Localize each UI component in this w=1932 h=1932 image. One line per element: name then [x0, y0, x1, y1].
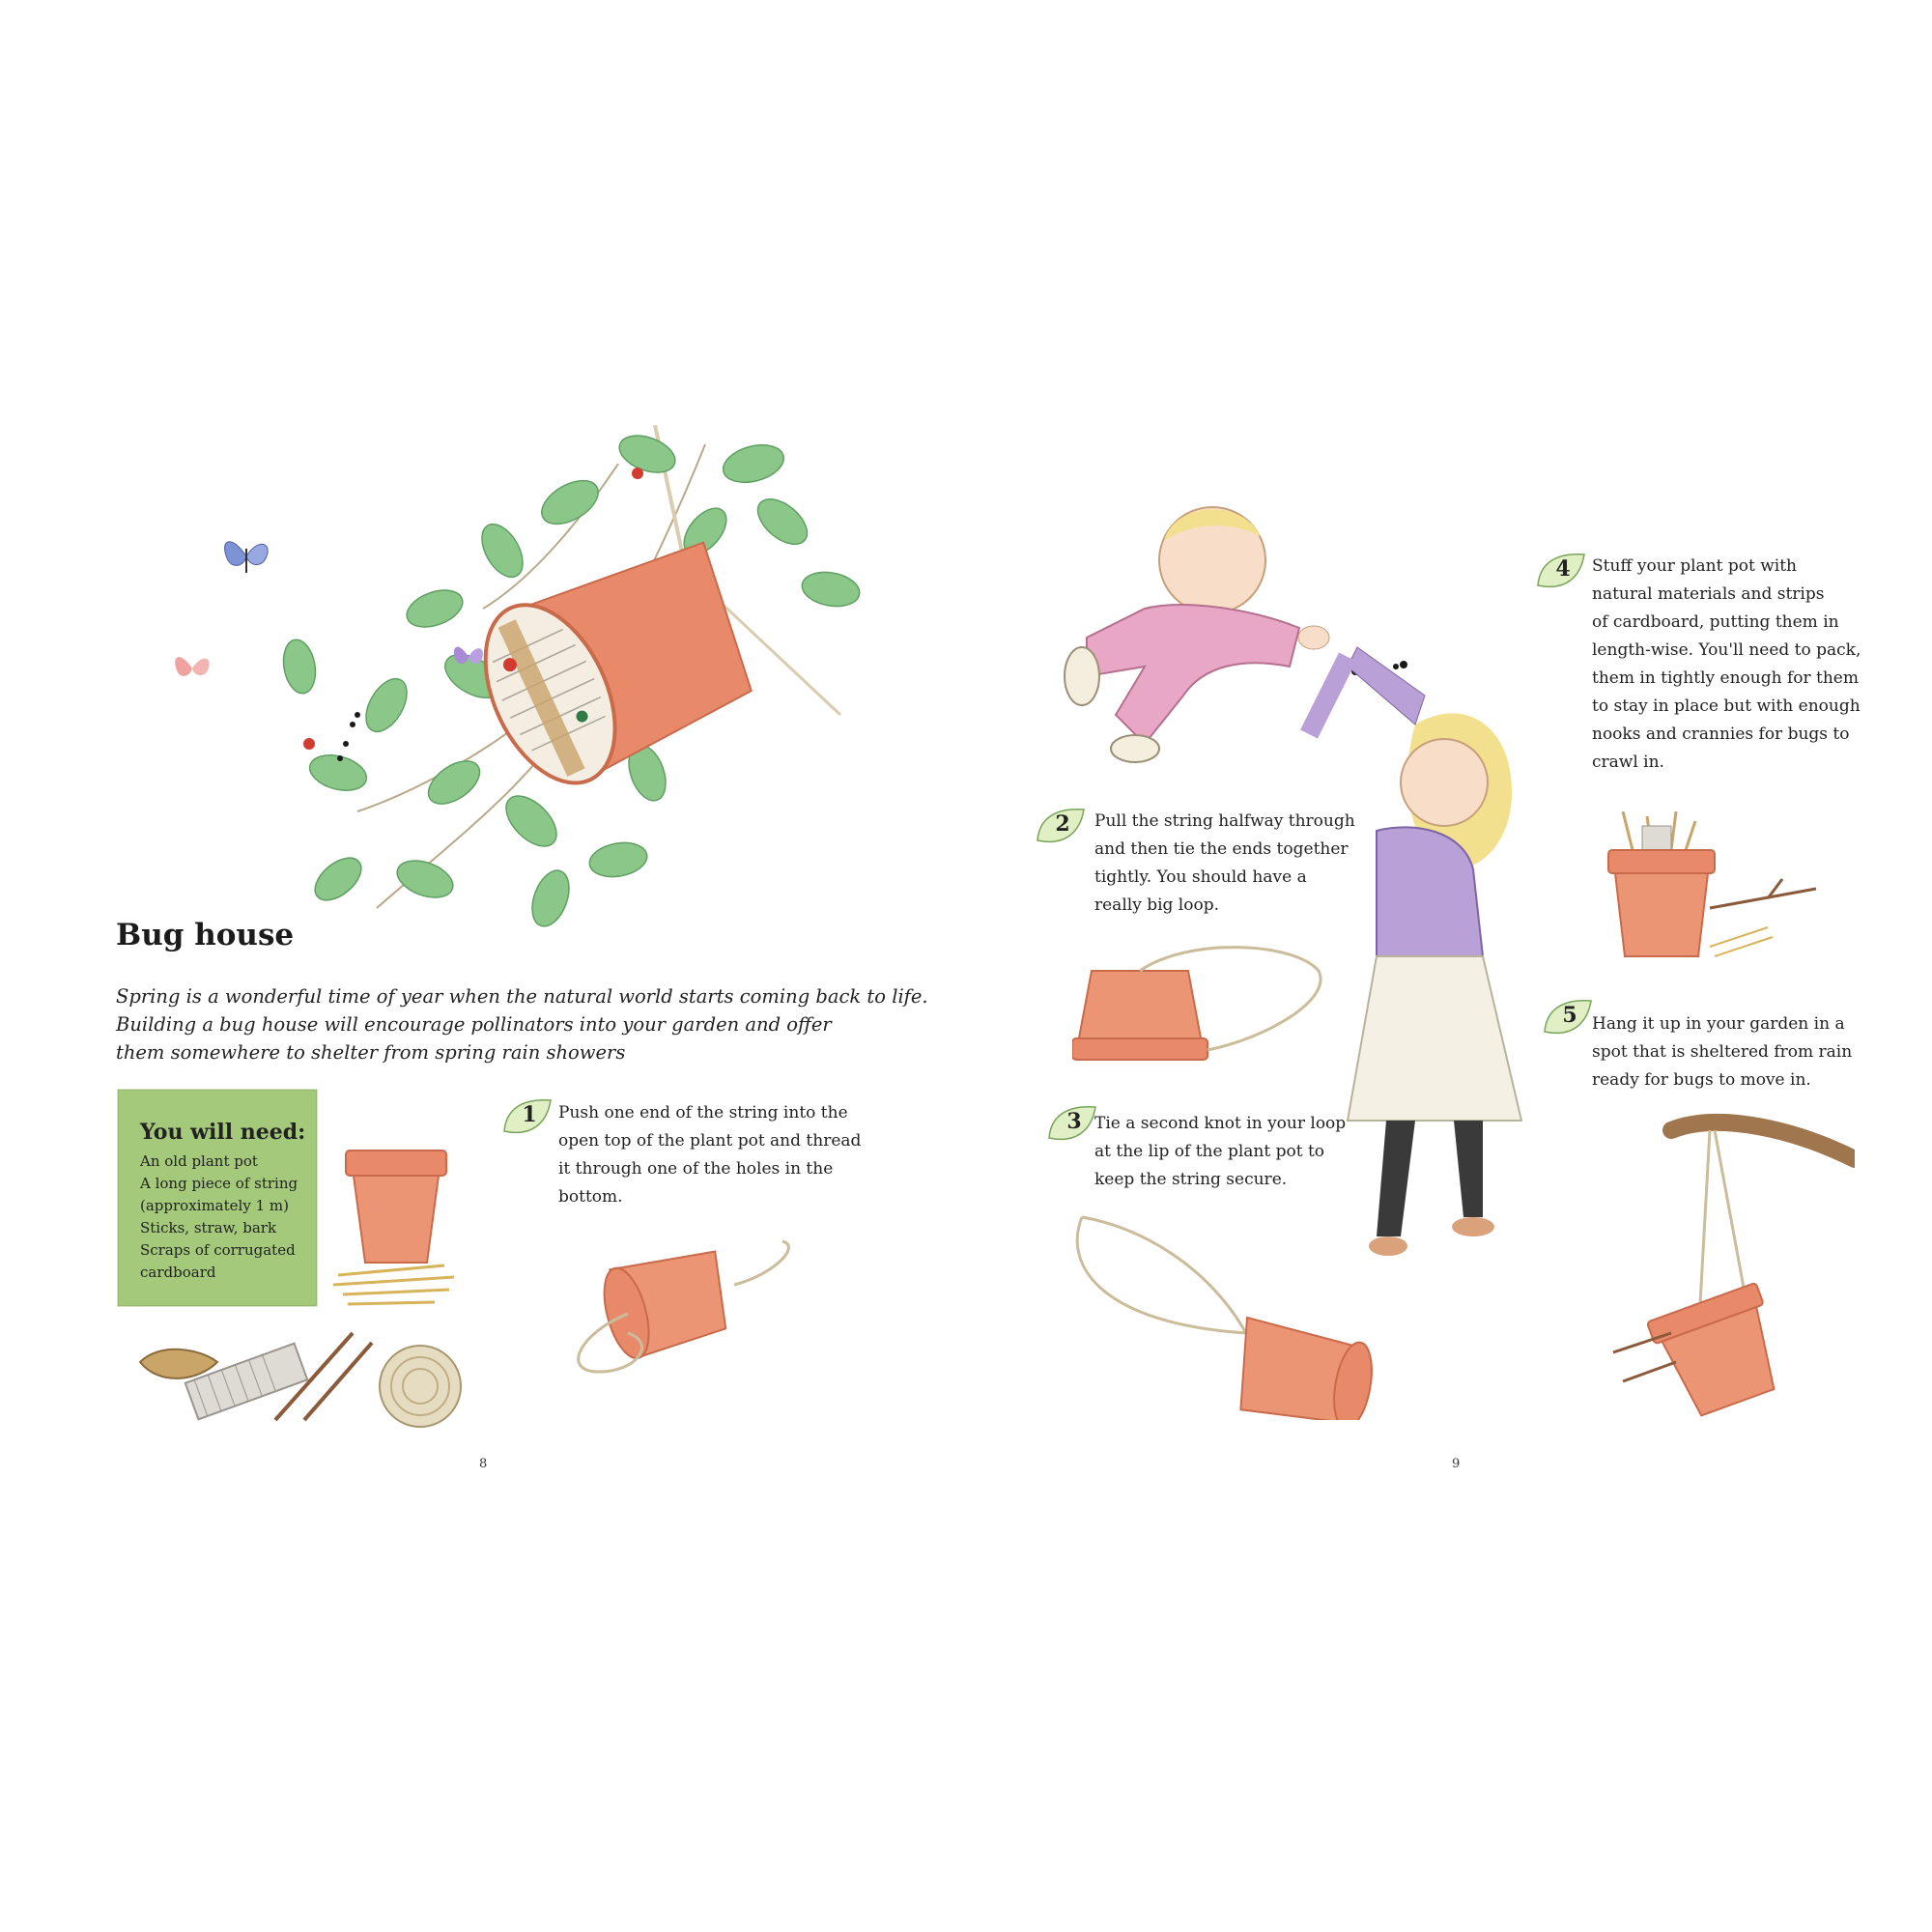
materials-list-item: A long piece of string	[140, 1175, 298, 1192]
step-line: and then tie the ends together	[1094, 839, 1349, 859]
step-1-badge	[500, 1094, 554, 1141]
step-line: Pull the string halfway through	[1094, 811, 1355, 831]
step-line: Stuff your plant pot with	[1592, 556, 1797, 576]
step-line: open top of the plant pot and thread	[558, 1131, 862, 1151]
materials-list	[140, 1151, 298, 1284]
step-line: to stay in place but with enough	[1592, 696, 1861, 716]
intro-line: Spring is a wonderful time of year when the natural world starts coming back to life.	[116, 985, 928, 1008]
step-number: 4	[1555, 556, 1571, 582]
step-5-text	[1592, 1010, 1852, 1094]
step-3-badge	[1045, 1101, 1099, 1148]
intro-line: Building a bug house will encourage pollinators into your garden and offer	[116, 1013, 832, 1036]
step-number: 1	[522, 1102, 537, 1127]
pot-with-string-illustration	[560, 1236, 821, 1381]
butterfly-pink-icon	[169, 647, 215, 690]
step-2-badge	[1034, 804, 1088, 850]
straw-sticks-illustration	[328, 1256, 464, 1314]
page-title: Bug house	[116, 918, 295, 952]
step-line: them in tightly enough for them	[1592, 668, 1859, 688]
step-5-badge	[1541, 995, 1595, 1041]
bark-cardboard-twine-illustration	[130, 1323, 478, 1430]
hanging-bug-house-illustration	[1604, 1111, 1855, 1430]
step-2-text	[1094, 808, 1355, 920]
pot-with-loop-illustration	[1072, 942, 1343, 1077]
pot-with-knot-illustration	[1063, 1208, 1391, 1420]
step-line: spot that is sheltered from rain	[1592, 1042, 1853, 1062]
step-line: keep the string secure.	[1094, 1170, 1288, 1189]
materials-list-item: (approximately 1 m)	[140, 1197, 289, 1214]
step-line: crawl in.	[1592, 753, 1664, 772]
step-line: ready for bugs to move in.	[1592, 1070, 1811, 1090]
step-line: of cardboard, putting them in	[1592, 612, 1839, 632]
page-number-left: 8	[479, 1457, 488, 1471]
step-line: Push one end of the string into the	[558, 1103, 848, 1122]
step-line: Tie a second knot in your loop	[1094, 1114, 1347, 1133]
step-4-badge	[1534, 549, 1588, 595]
you-will-need-heading: You will need:	[140, 1120, 306, 1145]
step-number: 2	[1055, 811, 1070, 837]
you-will-need-box	[118, 1090, 317, 1306]
bug-house-hero-illustration	[164, 425, 898, 947]
step-4-text	[1592, 553, 1861, 777]
stuffed-pot-illustration	[1604, 811, 1835, 971]
butterfly-purple-icon	[449, 638, 488, 676]
butterfly-blue-icon	[217, 529, 275, 582]
materials-list-item: An old plant pot	[140, 1152, 258, 1170]
intro-paragraph	[116, 982, 928, 1066]
step-line: natural materials and strips	[1592, 584, 1825, 604]
step-3-text	[1094, 1110, 1346, 1194]
step-line: nooks and crannies for bugs to	[1592, 724, 1850, 744]
step-line: it through one of the holes in the	[558, 1159, 834, 1179]
step-line: Hang it up in your garden in a	[1592, 1014, 1845, 1034]
intro-line: them somewhere to shelter from spring rain showers	[116, 1041, 626, 1064]
page-number-right: 9	[1452, 1457, 1461, 1471]
step-number: 3	[1066, 1109, 1082, 1134]
step-line: length-wise. You'll need to pack,	[1592, 640, 1861, 660]
materials-list-item: Sticks, straw, bark	[140, 1219, 277, 1236]
step-line: bottom.	[558, 1187, 623, 1207]
step-line: tightly. You should have a	[1094, 867, 1307, 887]
materials-list-item: Scraps of corrugated	[140, 1241, 296, 1259]
step-1-text	[558, 1099, 861, 1211]
plant-pot-illustration	[338, 1145, 454, 1270]
step-line: really big loop.	[1094, 895, 1220, 915]
step-line: at the lip of the plant pot to	[1094, 1142, 1325, 1161]
step-number: 5	[1562, 1003, 1577, 1028]
materials-list-item: cardboard	[140, 1264, 216, 1281]
